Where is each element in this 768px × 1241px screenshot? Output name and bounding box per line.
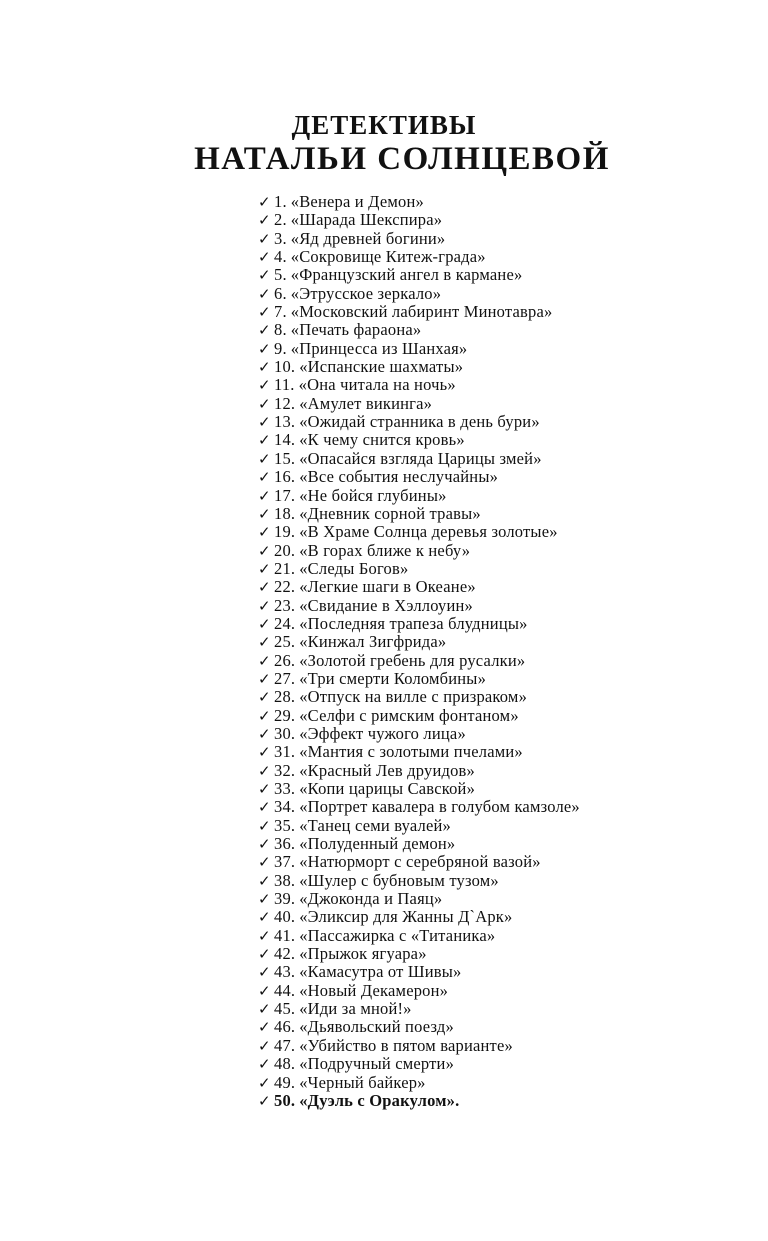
- book-title: «Последняя трапеза блудницы»: [299, 613, 528, 633]
- book-number: 5.: [274, 265, 287, 285]
- checkmark-icon: ✓: [258, 798, 271, 817]
- checkmark-icon: ✓: [258, 1018, 271, 1037]
- checkmark-icon: ✓: [258, 394, 271, 413]
- checkmark-icon: ✓: [258, 963, 271, 982]
- book-number: 36.: [274, 834, 296, 854]
- book-title: «Дневник сорной травы»: [299, 503, 481, 523]
- checkmark-icon: ✓: [258, 1000, 271, 1019]
- book-title: «Эликсир для Жанны Д`Арк»: [299, 907, 513, 927]
- book-number: 50.: [274, 1090, 296, 1110]
- book-list-item: [258, 707, 580, 725]
- book-number: 8.: [274, 320, 287, 340]
- book-title: «Камасутра от Шивы»: [299, 962, 462, 982]
- book-number: 11.: [274, 375, 295, 395]
- book-title: «Французский ангел в кармане»: [290, 265, 523, 285]
- book-list-item: [258, 615, 580, 633]
- book-number: 43.: [274, 962, 296, 982]
- book-number: 16.: [274, 467, 296, 487]
- book-number: 26.: [274, 650, 296, 670]
- checkmark-icon: ✓: [258, 211, 271, 230]
- book-title: «Копи царицы Савской»: [299, 779, 476, 798]
- checkmark-icon: ✓: [258, 1073, 271, 1092]
- book-number: 4.: [274, 247, 287, 267]
- book-title: «Три смерти Коломбины»: [299, 668, 487, 688]
- checkmark-icon: ✓: [258, 193, 271, 211]
- book-number: 28.: [274, 687, 296, 707]
- book-list-item: [258, 193, 580, 211]
- book-number: 35.: [274, 815, 296, 835]
- book-list-item: [258, 890, 580, 908]
- book-number: 47.: [274, 1035, 296, 1055]
- book-title: «Танец семи вуалей»: [299, 815, 451, 835]
- book-list-item: [258, 487, 580, 505]
- checkmark-icon: ✓: [258, 651, 271, 670]
- checkmark-icon: ✓: [258, 229, 271, 248]
- book-list-item: [258, 963, 580, 981]
- book-number: 3.: [274, 228, 287, 248]
- book-number: 42.: [274, 944, 296, 964]
- book-number: 49.: [274, 1072, 296, 1092]
- book-number: 45.: [274, 999, 296, 1019]
- book-number: 1.: [274, 192, 287, 211]
- book-number: 15.: [274, 448, 296, 468]
- book-title: «Прыжок ягуара»: [299, 944, 427, 964]
- book-list-item: [258, 743, 580, 761]
- book-number: 22.: [274, 577, 296, 597]
- book-title: «Кинжал Зигфрида»: [299, 632, 447, 652]
- book-list-item: [258, 762, 580, 780]
- book-list-item: [258, 285, 580, 303]
- book-list-item: [258, 1055, 580, 1073]
- book-title: «Дуэль с Оракулом».: [299, 1090, 460, 1110]
- book-list-item: [258, 303, 580, 321]
- book-number: 37.: [274, 852, 296, 872]
- book-list-item: [258, 413, 580, 431]
- checkmark-icon: ✓: [258, 761, 271, 780]
- book-title: «Венера и Демон»: [290, 192, 424, 211]
- book-list-item: [258, 927, 580, 945]
- checkmark-icon: ✓: [258, 945, 271, 964]
- book-number: 39.: [274, 889, 296, 909]
- book-list-item: [258, 358, 580, 376]
- book-title: «Амулет викинга»: [299, 393, 433, 413]
- book-number: 34.: [274, 797, 296, 817]
- book-list-item: [258, 505, 580, 523]
- book-list-item: [258, 725, 580, 743]
- checkmark-icon: ✓: [258, 541, 271, 560]
- book-title: «К чему снится кровь»: [299, 430, 465, 450]
- checkmark-icon: ✓: [258, 559, 271, 578]
- checkmark-icon: ✓: [258, 926, 271, 945]
- book-list-item: [258, 1037, 580, 1055]
- book-list-item: [258, 1018, 580, 1036]
- book-list-item: [258, 560, 580, 578]
- checkmark-icon: ✓: [258, 853, 271, 872]
- book-number: 41.: [274, 925, 296, 945]
- book-list-item: [258, 798, 580, 816]
- book-list-item: [258, 908, 580, 926]
- book-number: 7.: [274, 302, 287, 322]
- book-number: 32.: [274, 760, 296, 780]
- checkmark-icon: ✓: [258, 614, 271, 633]
- book-list-item: [258, 1092, 580, 1110]
- book-title: «Принцесса из Шанхая»: [290, 338, 468, 358]
- book-list-item: [258, 321, 580, 339]
- checkmark-icon: ✓: [258, 596, 271, 615]
- book-list-item: [258, 670, 580, 688]
- book-list-item: [258, 1074, 580, 1092]
- book-title: «Убийство в пятом варианте»: [299, 1035, 513, 1055]
- book-list-item: [258, 395, 580, 413]
- book-list-item: [258, 780, 580, 798]
- book-number: 44.: [274, 980, 296, 1000]
- book-number: 6.: [274, 283, 287, 303]
- book-number: 19.: [274, 522, 296, 542]
- book-number: 25.: [274, 632, 296, 652]
- book-number: 13.: [274, 412, 296, 432]
- book-title: «Эффект чужого лица»: [299, 723, 466, 743]
- checkmark-icon: ✓: [258, 339, 271, 358]
- book-title: «Шулер с бубновым тузом»: [299, 870, 499, 890]
- book-number: 31.: [274, 742, 296, 762]
- book-title: «Новый Декамерон»: [299, 980, 449, 1000]
- book-title: «Испанские шахматы»: [299, 357, 464, 377]
- book-number: 23.: [274, 595, 296, 615]
- checkmark-icon: ✓: [258, 835, 271, 854]
- book-number: 48.: [274, 1054, 296, 1074]
- book-title: «Свидание в Хэллоуин»: [299, 595, 474, 615]
- book-number: 9.: [274, 338, 287, 358]
- book-title: «Опасайся взгляда Царицы змей»: [299, 448, 542, 468]
- book-list-item: [258, 376, 580, 394]
- book-list-item: [258, 542, 580, 560]
- book-number: 27.: [274, 668, 296, 688]
- book-list-item: [258, 1000, 580, 1018]
- checkmark-icon: ✓: [258, 633, 271, 652]
- book-list-item: [258, 266, 580, 284]
- checkmark-icon: ✓: [258, 486, 271, 505]
- book-title: «Пассажирка с «Титаника»: [299, 925, 496, 945]
- book-title: «Дьявольский поезд»: [299, 1017, 454, 1037]
- book-list-item: [258, 688, 580, 706]
- book-title: «Красный Лев друидов»: [299, 760, 475, 780]
- book-title: «Полуденный демон»: [299, 834, 456, 854]
- book-title: «Не бойся глубины»: [299, 485, 447, 505]
- book-number: 46.: [274, 1017, 296, 1037]
- checkmark-icon: ✓: [258, 358, 271, 377]
- book-title: «Следы Богов»: [299, 558, 409, 578]
- book-number: 33.: [274, 779, 296, 798]
- book-number: 24.: [274, 613, 296, 633]
- checkmark-icon: ✓: [258, 688, 271, 707]
- book-list-item: [258, 872, 580, 890]
- checkmark-icon: ✓: [258, 743, 271, 762]
- book-number: 14.: [274, 430, 296, 450]
- checkmark-icon: ✓: [258, 266, 271, 285]
- checkmark-icon: ✓: [258, 376, 271, 395]
- book-title: «Сокровище Китеж-града»: [290, 247, 486, 267]
- checkmark-icon: ✓: [258, 504, 271, 523]
- checkmark-icon: ✓: [258, 724, 271, 743]
- book-title: «Подручный смерти»: [299, 1054, 455, 1074]
- checkmark-icon: ✓: [258, 449, 271, 468]
- checkmark-icon: ✓: [258, 303, 271, 322]
- book-number: 12.: [274, 393, 296, 413]
- book-title: «Ожидай странника в день бури»: [299, 412, 540, 432]
- book-title: «Портрет кавалера в голубом камзоле»: [299, 797, 580, 817]
- book-list-item: [258, 982, 580, 1000]
- book-list-item: [258, 230, 580, 248]
- book-title: «Иди за мной!»: [299, 999, 412, 1019]
- checkmark-icon: ✓: [258, 1036, 271, 1055]
- book-title: «Печать фараона»: [290, 320, 422, 340]
- checkmark-icon: ✓: [258, 816, 271, 835]
- book-title: «Черный байкер»: [299, 1072, 426, 1092]
- book-number: 21.: [274, 558, 296, 578]
- book-number: 29.: [274, 705, 296, 725]
- checkmark-icon: ✓: [258, 1091, 271, 1110]
- book-list-item: [258, 835, 580, 853]
- book-title: «Этрусское зеркало»: [290, 283, 442, 303]
- book-title: «Золотой гребень для русалки»: [299, 650, 526, 670]
- checkmark-icon: ✓: [258, 871, 271, 890]
- checkmark-icon: ✓: [258, 523, 271, 542]
- book-list-item: [258, 468, 580, 486]
- book-number: 30.: [274, 723, 296, 743]
- book-title: «В Храме Солнца деревья золотые»: [299, 522, 558, 542]
- book-list-item: [258, 945, 580, 963]
- book-list-item: [258, 450, 580, 468]
- book-title: «Московский лабиринт Минотавра»: [290, 302, 553, 322]
- book-list-item: [258, 248, 580, 266]
- checkmark-icon: ✓: [258, 1055, 271, 1074]
- book-title: «Натюрморт с серебряной вазой»: [299, 852, 541, 872]
- book-list-item: [258, 652, 580, 670]
- book-title: «Шарада Шекспира»: [290, 210, 443, 230]
- checkmark-icon: ✓: [258, 413, 271, 432]
- book-title: «Джоконда и Паяц»: [299, 889, 443, 909]
- book-list-item: [258, 431, 580, 449]
- checkmark-icon: ✓: [258, 890, 271, 909]
- checkmark-icon: ✓: [258, 321, 271, 340]
- book-list-item: [258, 578, 580, 596]
- checkmark-icon: ✓: [258, 248, 271, 267]
- book-list-item: [258, 817, 580, 835]
- book-list-item: [258, 340, 580, 358]
- checkmark-icon: ✓: [258, 468, 271, 487]
- book-title: «Она читала на ночь»: [298, 375, 456, 395]
- book-title: «Мантия с золотыми пчелами»: [299, 742, 523, 762]
- book-number: 38.: [274, 870, 296, 890]
- book-title: «Легкие шаги в Океане»: [299, 577, 476, 597]
- book-number: 10.: [274, 357, 296, 377]
- series-title-line2: НАТАЛЬИ СОЛНЦЕВОЙ: [194, 141, 610, 177]
- checkmark-icon: ✓: [258, 981, 271, 1000]
- checkmark-icon: ✓: [258, 578, 271, 597]
- book-number: 20.: [274, 540, 296, 560]
- series-title-line1: ДЕТЕКТИВЫ: [291, 110, 477, 140]
- book-number: 18.: [274, 503, 296, 523]
- book-title: «Яд древней богини»: [290, 228, 446, 248]
- checkmark-icon: ✓: [258, 908, 271, 927]
- book-title: «Селфи с римским фонтаном»: [299, 705, 519, 725]
- book-list-item: [258, 523, 580, 541]
- book-list: [258, 193, 580, 1110]
- book-title: «Все события неслучайны»: [299, 467, 499, 487]
- book-list-item: [258, 853, 580, 871]
- book-number: 2.: [274, 210, 287, 230]
- book-list-item: [258, 633, 580, 651]
- book-list-item: [258, 597, 580, 615]
- checkmark-icon: ✓: [258, 284, 271, 303]
- book-list-item: [258, 211, 580, 229]
- checkmark-icon: ✓: [258, 431, 271, 450]
- checkmark-icon: ✓: [258, 780, 271, 798]
- book-title: «В горах ближе к небу»: [299, 540, 471, 560]
- checkmark-icon: ✓: [258, 669, 271, 688]
- book-number: 17.: [274, 485, 296, 505]
- book-title: «Отпуск на вилле с призраком»: [299, 687, 528, 707]
- book-number: 40.: [274, 907, 296, 927]
- checkmark-icon: ✓: [258, 706, 271, 725]
